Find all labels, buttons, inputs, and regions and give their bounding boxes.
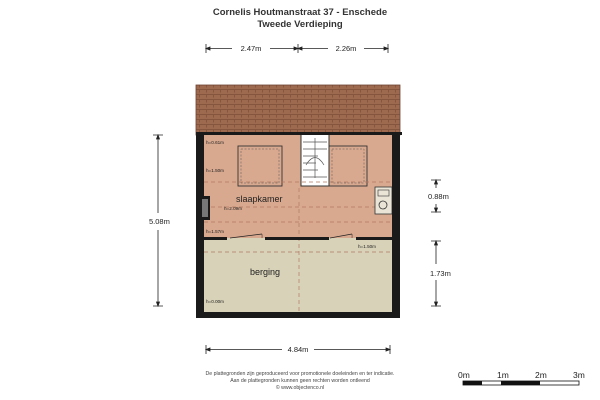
- height-note: h=1.50m: [206, 168, 225, 173]
- height-note: h=1.57m: [206, 229, 225, 234]
- scale-label-2: 2m: [535, 370, 547, 380]
- dim-left: 5.08m: [149, 217, 170, 226]
- height-note: h=2.09m: [224, 206, 243, 211]
- wall-niche: [202, 199, 208, 217]
- dimension-top: [206, 44, 388, 53]
- website-credit: © www.objectenco.nl: [275, 385, 325, 391]
- floor-title: Tweede Verdieping: [257, 19, 343, 30]
- storage-floor: [200, 238, 396, 314]
- dim-top-right: 2.26m: [335, 44, 357, 53]
- height-note: h=1.50m: [358, 244, 377, 249]
- height-note: h=0.00m: [206, 299, 225, 304]
- scale-label-3: 3m: [573, 370, 585, 380]
- boiler: [375, 187, 392, 214]
- disclaimer-line-2: Aan de plattegronden kunnen geen rechten worden ontleend: [230, 378, 370, 384]
- height-note: h=0.61m: [206, 140, 225, 145]
- roof: [196, 85, 400, 135]
- address-title: Cornelis Houtmanstraat 37 - Enschede: [212, 7, 388, 18]
- scale-label-0: 0m: [458, 370, 470, 380]
- disclaimer-line-1: De plattegronden zijn geproduceerd voor promotionele doeleinden en ter indicatie.: [205, 371, 395, 377]
- staircase: [301, 134, 329, 186]
- dim-top-left: 2.47m: [240, 44, 262, 53]
- dim-right-lower: 1.73m: [430, 269, 451, 278]
- dim-bottom: 4.84m: [287, 345, 309, 354]
- dim-right-upper: 0.88m: [428, 192, 449, 201]
- scale-bar: [458, 370, 585, 385]
- room-label-storage: berging: [250, 267, 281, 277]
- room-label-bedroom: slaapkamer: [236, 194, 283, 204]
- scale-label-1: 1m: [497, 370, 509, 380]
